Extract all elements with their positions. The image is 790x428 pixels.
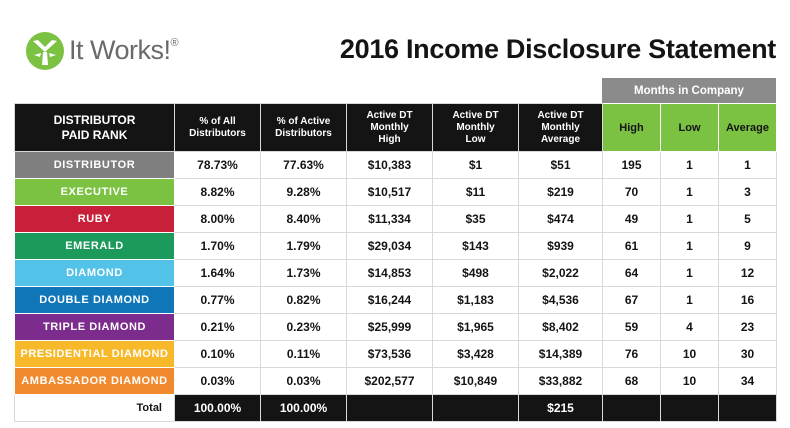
total-cell bbox=[661, 395, 719, 422]
col-header-months-high: High bbox=[603, 104, 661, 152]
table-cell: 1 bbox=[661, 287, 719, 314]
table-cell: $202,577 bbox=[347, 368, 433, 395]
table-cell: 8.00% bbox=[175, 206, 261, 233]
table-cell: 1 bbox=[661, 206, 719, 233]
table-cell: 1 bbox=[661, 179, 719, 206]
brand-logo bbox=[24, 30, 194, 74]
table-row bbox=[15, 233, 777, 260]
table-cell: 0.82% bbox=[261, 287, 347, 314]
table-row bbox=[15, 368, 777, 395]
table-cell: 0.21% bbox=[175, 314, 261, 341]
table-cell: 195 bbox=[603, 152, 661, 179]
table-cell: $143 bbox=[433, 233, 519, 260]
table-cell: $1 bbox=[433, 152, 519, 179]
total-cell: 100.00% bbox=[261, 395, 347, 422]
table-row bbox=[15, 260, 777, 287]
table-cell: $2,022 bbox=[519, 260, 603, 287]
table-cell: 3 bbox=[719, 179, 777, 206]
it-works-logo-icon bbox=[24, 30, 66, 72]
table-cell: 59 bbox=[603, 314, 661, 341]
table-cell: 1 bbox=[661, 233, 719, 260]
table-cell: $4,536 bbox=[519, 287, 603, 314]
rank-cell: RUBY bbox=[15, 206, 175, 233]
table-cell: 1.79% bbox=[261, 233, 347, 260]
total-label: Total bbox=[15, 395, 175, 422]
total-row bbox=[15, 395, 777, 422]
table-cell: $3,428 bbox=[433, 341, 519, 368]
table-cell: 76 bbox=[603, 341, 661, 368]
header-row bbox=[15, 104, 777, 152]
table-cell: 0.11% bbox=[261, 341, 347, 368]
table-cell: $939 bbox=[519, 233, 603, 260]
total-cell: $215 bbox=[519, 395, 603, 422]
table-cell: 61 bbox=[603, 233, 661, 260]
table-cell: $35 bbox=[433, 206, 519, 233]
rank-cell: DISTRIBUTOR bbox=[15, 152, 175, 179]
table-row bbox=[15, 341, 777, 368]
total-cell: 100.00% bbox=[175, 395, 261, 422]
table-cell: 1 bbox=[661, 260, 719, 287]
table-cell: 1.64% bbox=[175, 260, 261, 287]
rank-cell: TRIPLE DIAMOND bbox=[15, 314, 175, 341]
table-cell: $498 bbox=[433, 260, 519, 287]
table-cell: $33,882 bbox=[519, 368, 603, 395]
table-cell: 23 bbox=[719, 314, 777, 341]
table-cell: 78.73% bbox=[175, 152, 261, 179]
table-cell: $16,244 bbox=[347, 287, 433, 314]
table-cell: 64 bbox=[603, 260, 661, 287]
table-cell: 0.03% bbox=[261, 368, 347, 395]
col-header-months-average: Average bbox=[719, 104, 777, 152]
table-row bbox=[15, 152, 777, 179]
table-cell: $10,383 bbox=[347, 152, 433, 179]
table-cell: $1,183 bbox=[433, 287, 519, 314]
rank-cell: EMERALD bbox=[15, 233, 175, 260]
table-cell: $11 bbox=[433, 179, 519, 206]
table-row bbox=[15, 206, 777, 233]
table-cell: $8,402 bbox=[519, 314, 603, 341]
table-cell: $14,389 bbox=[519, 341, 603, 368]
table-cell: 67 bbox=[603, 287, 661, 314]
brand-name: It Works! bbox=[69, 35, 171, 65]
table-cell: 4 bbox=[661, 314, 719, 341]
table-cell: 0.77% bbox=[175, 287, 261, 314]
table-cell: $474 bbox=[519, 206, 603, 233]
total-cell bbox=[347, 395, 433, 422]
table-cell: 16 bbox=[719, 287, 777, 314]
table-cell: $219 bbox=[519, 179, 603, 206]
table-cell: $11,334 bbox=[347, 206, 433, 233]
table-cell: 12 bbox=[719, 260, 777, 287]
table-cell: 1.70% bbox=[175, 233, 261, 260]
table-row bbox=[15, 314, 777, 341]
col-header-months-low: Low bbox=[661, 104, 719, 152]
table-cell: 5 bbox=[719, 206, 777, 233]
table-row bbox=[15, 179, 777, 206]
rank-cell: DOUBLE DIAMOND bbox=[15, 287, 175, 314]
table-cell: 8.40% bbox=[261, 206, 347, 233]
table-cell: 1 bbox=[719, 152, 777, 179]
rank-cell: EXECUTIVE bbox=[15, 179, 175, 206]
col-header-monthly-low: Active DT Monthly Low bbox=[433, 104, 519, 152]
col-header-monthly-average: Active DT Monthly Average bbox=[519, 104, 603, 152]
total-cell bbox=[603, 395, 661, 422]
table-cell: 1.73% bbox=[261, 260, 347, 287]
table-cell: 10 bbox=[661, 341, 719, 368]
col-header-pct-active: % of Active Distributors bbox=[261, 104, 347, 152]
table-cell: 49 bbox=[603, 206, 661, 233]
table-cell: 30 bbox=[719, 341, 777, 368]
col-header-monthly-high: Active DT Monthly High bbox=[347, 104, 433, 152]
registered-mark: ® bbox=[170, 37, 179, 49]
table-cell: 9 bbox=[719, 233, 777, 260]
table-cell: $10,849 bbox=[433, 368, 519, 395]
table-cell: 1 bbox=[661, 152, 719, 179]
table-cell: 34 bbox=[719, 368, 777, 395]
total-cell bbox=[433, 395, 519, 422]
table-cell: 0.10% bbox=[175, 341, 261, 368]
table-cell: $10,517 bbox=[347, 179, 433, 206]
rank-cell: AMBASSADOR DIAMOND bbox=[15, 368, 175, 395]
table-cell: 8.82% bbox=[175, 179, 261, 206]
table-cell: 70 bbox=[603, 179, 661, 206]
table-cell: $51 bbox=[519, 152, 603, 179]
table-cell: $14,853 bbox=[347, 260, 433, 287]
table-cell: $29,034 bbox=[347, 233, 433, 260]
table-cell: 77.63% bbox=[261, 152, 347, 179]
page-title: 2016 Income Disclosure Statement bbox=[339, 34, 776, 64]
table-cell: $73,536 bbox=[347, 341, 433, 368]
table-cell: 68 bbox=[603, 368, 661, 395]
table-cell: 9.28% bbox=[261, 179, 347, 206]
rank-cell: PRESIDENTIAL DIAMOND bbox=[15, 341, 175, 368]
table-row bbox=[15, 287, 777, 314]
total-cell bbox=[719, 395, 777, 422]
rank-cell: DIAMOND bbox=[15, 260, 175, 287]
table-cell: $25,999 bbox=[347, 314, 433, 341]
col-header-paid-rank: DISTRIBUTOR PAID RANK bbox=[15, 104, 175, 152]
months-in-company-header: Months in Company bbox=[602, 78, 776, 103]
col-header-pct-all: % of All Distributors bbox=[175, 104, 261, 152]
table-cell: 10 bbox=[661, 368, 719, 395]
table-cell: $1,965 bbox=[433, 314, 519, 341]
income-disclosure-table bbox=[14, 103, 777, 422]
table-cell: 0.23% bbox=[261, 314, 347, 341]
table-cell: 0.03% bbox=[175, 368, 261, 395]
